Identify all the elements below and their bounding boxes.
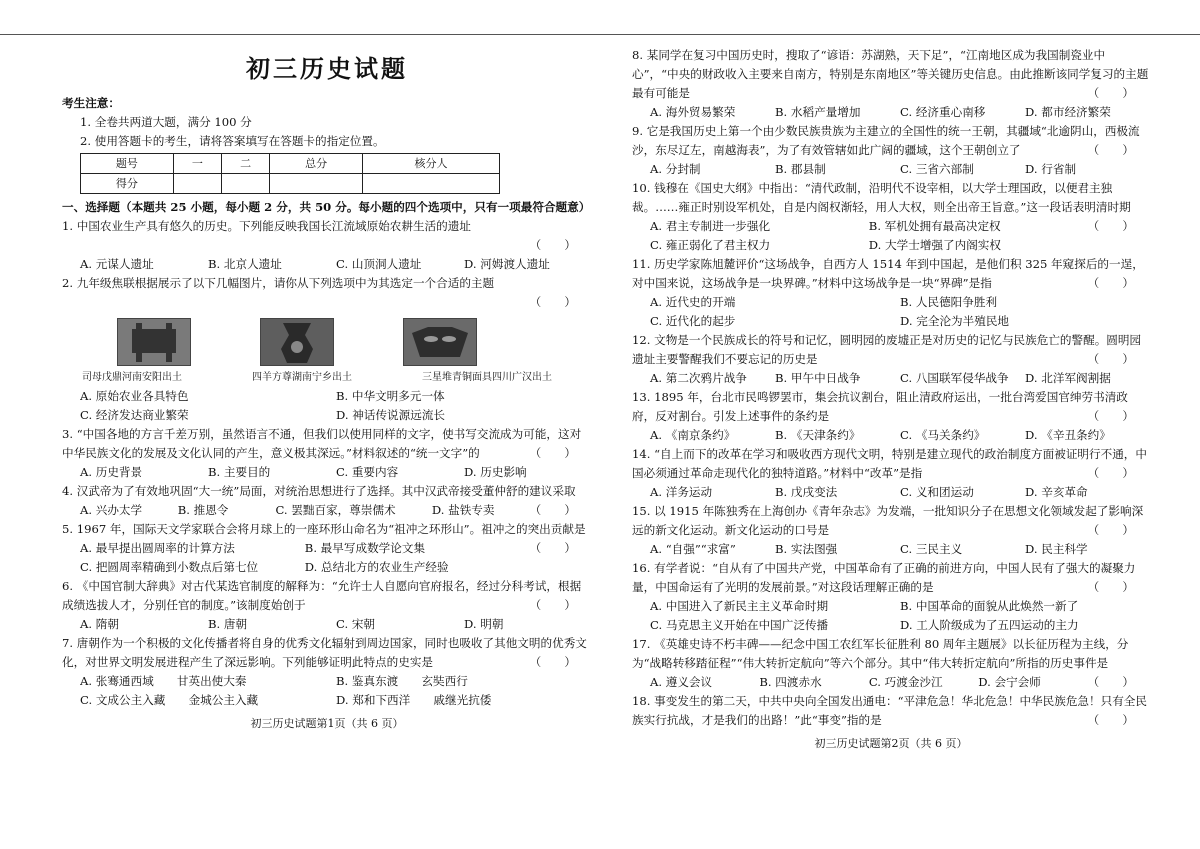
- question-14-options: [632, 483, 1150, 502]
- question-10-options: [632, 217, 1088, 255]
- question-8-options: [632, 103, 1150, 122]
- question-text: 6. 《中国官制大辞典》对古代某选官制度的解释为：“允许士人自愿向官府报名，经过分科考试，根据成绩选拔人才，分别任官的制度。”该制度始创于: [62, 579, 582, 612]
- question-6-options: [62, 615, 592, 634]
- score-table: [80, 153, 500, 194]
- option-b: B. 《天津条约》: [775, 428, 861, 442]
- question-4-options: [62, 501, 530, 520]
- option-d: D. 神话传说源远流长: [336, 408, 446, 422]
- question-3-options: [62, 463, 592, 482]
- question-text: 14. “自上而下的改革在学习和吸收西方现代文明，特别是建立现代的政治制度方面被证明行不通，中国必须通过革命走现代化的独特道路。”材料中“改革”是指: [632, 447, 1147, 480]
- option-b: B. 中国革命的面貌从此焕然一新了: [900, 599, 1079, 613]
- note-1: 1. 全卷共两道大题，满分 100 分: [80, 115, 252, 129]
- four-ram-zun-photo: [260, 318, 334, 366]
- option-d: D. 北洋军阀割据: [1025, 371, 1111, 385]
- question-2-captions: [82, 368, 552, 387]
- option-b: B. 实法图强: [775, 542, 838, 556]
- answer-blank: （ ）: [1087, 219, 1134, 233]
- option-a: A. “自强”“求富”: [650, 542, 736, 556]
- question-text: 1. 中国农业生产具有悠久的历史。下列能反映我国长江流域原始农耕生活的遗址: [62, 219, 471, 233]
- answer-blank: （ ）: [529, 655, 576, 669]
- option-c: C. 把圆周率精确到小数点后第七位: [80, 560, 259, 574]
- option-d: D. 盐铁专卖: [431, 503, 495, 517]
- option-d: D. 历史影响: [464, 465, 527, 479]
- score-header-checker: 核分人: [363, 154, 500, 174]
- score-header-no: 题号: [81, 154, 174, 174]
- answer-blank: （ ）: [1087, 352, 1134, 366]
- answer-blank: （ ）: [1087, 713, 1134, 727]
- option-d: D. 完全沦为半殖民地: [900, 314, 1010, 328]
- question-13-options: [632, 426, 1150, 445]
- question-text: 9. 它是我国历史上第一个由少数民族贵族为主建立的全国性的统一王朝，其疆域“北逾阴山，西极流沙，东尽辽左，南越海表”，为了有效管辖如此广阔的疆域，这个王朝创立了: [632, 124, 1140, 157]
- answer-blank: （ ）: [1087, 86, 1134, 100]
- question-2: [62, 274, 592, 293]
- option-d: D. 民主科学: [1025, 542, 1088, 556]
- question-5-options: [62, 539, 530, 577]
- option-a: A. 遵义会议: [650, 675, 713, 689]
- question-9: [632, 122, 1150, 160]
- page-footer: 初三历史试题第1页（共 6 页）: [250, 717, 404, 730]
- answer-blank: （ ）: [529, 238, 576, 252]
- option-c: C. 罢黜百家，尊崇儒术: [275, 503, 396, 517]
- score-cell: [173, 174, 221, 194]
- answer-blank: （ ）: [1087, 580, 1134, 594]
- question-12: [632, 331, 1150, 369]
- option-b: B. 郡县制: [775, 162, 826, 176]
- question-11: [632, 255, 1150, 293]
- question-16-options: [632, 597, 1150, 635]
- question-text: 17. 《英雄史诗不朽丰碑——纪念中国工农红军长征胜利 80 周年主题展》以长征历程为主线，分为“战略转移踏征程”“伟大转折定航向”等六个部分。其中“伟大转折定航向”所指的历史事件是: [632, 637, 1129, 670]
- question-7: [62, 634, 592, 672]
- answer-blank: （ ）: [1087, 143, 1134, 157]
- score-row-label: 得分: [81, 174, 174, 194]
- answer-blank-row: [62, 236, 592, 255]
- question-text: 13. 1895 年，台北市民鸣锣罢市，集会抗议割台，阻止清政府运出，一批台湾爱国官绅劳书清政府，反对割台。引发上述事件的条约是: [632, 390, 1128, 423]
- option-a: A. 最早提出圆周率的计算方法: [80, 541, 235, 555]
- score-header-1: 一: [173, 154, 221, 174]
- option-c: C. 经济重心南移: [900, 105, 986, 119]
- question-16: [632, 559, 1150, 597]
- option-a: A. 分封制: [650, 162, 701, 176]
- question-text: 3. “中国各地的方言千差万别，虽然语言不通，但我们以使用同样的文字，使书写交流成为可能，这对中华民族文化的发展及文化认同的产生，意义极其深远。”材料叙述的“统一文字”的: [62, 427, 582, 460]
- note-2: 2. 使用答题卡的考生，请将答案填写在答题卡的指定位置。: [80, 134, 385, 148]
- question-text: 16. 有学者说：“自从有了中国共产党，中国革命有了正确的前进方向，中国人民有了强大的凝聚力量，中国命运有了光明的发展前景。”对这段话理解正确的是: [632, 561, 1136, 594]
- option-d: D. 工人阶级成为了五四运动的主力: [900, 618, 1079, 632]
- option-b: B. 戊戌变法: [775, 485, 838, 499]
- question-7-options: [62, 672, 592, 710]
- option-c: C. 三省六部制: [900, 162, 974, 176]
- answer-blank: （ ）: [1087, 276, 1134, 290]
- option-a: A. 近代史的开端: [650, 295, 736, 309]
- question-text: 11. 历史学家陈旭麓评价“这场战争，自西方人 1514 年到中国起，是他们积 325 年窥探后的一逞，对中国来说，这场战争是一块界碑。”材料中这场战争是一块“界碑”是指: [632, 257, 1144, 290]
- option-d: D. 都市经济繁荣: [1025, 105, 1111, 119]
- score-cell: [222, 174, 270, 194]
- option-b: B. 军机处拥有最高决定权: [868, 219, 1001, 233]
- option-c: C. 山顶洞人遗址: [336, 257, 422, 271]
- option-c: C. 八国联军侵华战争: [900, 371, 1009, 385]
- option-a: A. 洋务运动: [650, 485, 713, 499]
- option-b: B. 北京人遗址: [208, 257, 282, 271]
- option-b: B. 主要目的: [208, 465, 271, 479]
- question-11-options: [632, 293, 1150, 331]
- option-a: A. 中国进入了新民主主义革命时期: [650, 599, 829, 613]
- option-d: D. 郑和下西洋 戚继光抗倭: [336, 693, 492, 707]
- option-a: A. 第二次鸦片战争: [650, 371, 747, 385]
- option-d: D. 辛亥革命: [1025, 485, 1088, 499]
- option-c: C. 巧渡金沙江: [868, 675, 943, 689]
- question-17-options: [632, 673, 1088, 692]
- image-caption: 四羊方尊湖南宁乡出土: [252, 372, 352, 383]
- page-footer: 初三历史试题第2页（共 6 页）: [814, 737, 968, 750]
- option-c: C. 三民主义: [900, 542, 963, 556]
- option-a: A. 元谋人遗址: [80, 257, 154, 271]
- option-a: A. 历史背景: [80, 465, 143, 479]
- answer-blank: （ ）: [1087, 466, 1134, 480]
- option-a: A. 隋朝: [80, 617, 119, 631]
- option-c: C. 义和团运动: [900, 485, 974, 499]
- question-15-options: [632, 540, 1150, 559]
- option-a: A. 兴办太学: [80, 503, 143, 517]
- option-d: D. 河姆渡人遗址: [464, 257, 550, 271]
- question-9-options: [632, 160, 1150, 179]
- answer-blank: （ ）: [529, 503, 576, 517]
- question-12-options: [632, 369, 1150, 388]
- option-b: B. 最早写成数学论文集: [304, 541, 426, 555]
- question-text: 2. 九年级焦联根据展示了以下几幅图片，请你从下列选项中为其选定一个合适的主题: [62, 276, 495, 290]
- question-6: [62, 577, 592, 615]
- question-text: 12. 文物是一个民族成长的符号和记忆，圆明园的废墟正是对历史的记忆与民族危亡的警醒。圆明园遗址主要警醒我们不要忘记的历史是: [632, 333, 1142, 366]
- question-1-options: [62, 255, 592, 274]
- option-c: C. 经济发达商业繁荣: [80, 408, 189, 422]
- option-b: B. 唐朝: [208, 617, 248, 631]
- answer-blank: （ ）: [1087, 675, 1134, 689]
- option-a: A. 《南京条约》: [650, 428, 736, 442]
- answer-blank: （ ）: [1087, 409, 1134, 423]
- question-text: 15. 以 1915 年陈独秀在上海创办《青年杂志》为发端，一批知识分子在思想文化领域发起了影响深远的新文化运动。新文化运动的口号是: [632, 504, 1144, 537]
- option-c: C. 重要内容: [336, 465, 399, 479]
- option-b: B. 中华文明多元一体: [336, 389, 445, 403]
- question-8: [632, 46, 1150, 103]
- question-3: [62, 425, 592, 463]
- option-d: D. 会宁会师: [978, 675, 1041, 689]
- bronze-mask-photo: [403, 318, 477, 366]
- option-d: D. 明朝: [464, 617, 504, 631]
- question-15: [632, 502, 1150, 540]
- score-cell: [270, 174, 363, 194]
- top-border-line: [0, 34, 1200, 35]
- option-c: C. 《马关条约》: [900, 428, 986, 442]
- question-2-images: [82, 318, 512, 366]
- question-13: [632, 388, 1150, 426]
- option-d: D. 总结北方的农业生产经验: [304, 560, 449, 574]
- option-c: C. 马克思主义开始在中国广泛传播: [650, 618, 829, 632]
- option-a: A. 原始农业各具特色: [80, 389, 189, 403]
- answer-blank-row: [62, 293, 592, 312]
- right-page: [632, 46, 1150, 753]
- score-header-2: 二: [222, 154, 270, 174]
- option-c: C. 近代化的起步: [650, 314, 736, 328]
- option-c: C. 雍正弱化了君主权力: [650, 238, 771, 252]
- image-caption: 三星堆青铜面具四川广汉出土: [422, 372, 552, 383]
- answer-blank: （ ）: [529, 295, 576, 309]
- question-2-options: [62, 387, 592, 425]
- question-text: 4. 汉武帝为了有效地巩固“大一统”局面，对统治思想进行了选择。其中汉武帝接受董仲舒的建议采取: [62, 484, 576, 498]
- score-header-total: 总分: [270, 154, 363, 174]
- question-text: 7. 唐朝作为一个积极的文化传播者将自身的优秀文化辐射到周边国家，同时也吸收了其他文明的优秀文化，对世界文明发展进程产生了深远影响。下列能够证明此特点的史实是: [62, 636, 587, 669]
- option-c: C. 文成公主入藏 金城公主入藏: [80, 693, 259, 707]
- question-18: [632, 692, 1150, 730]
- option-a: A. 君主专制进一步强化: [650, 219, 771, 233]
- question-14: [632, 445, 1150, 483]
- option-a: A. 张骞通西域 甘英出使大秦: [80, 674, 247, 688]
- option-b: B. 人民德阳争胜利: [900, 295, 998, 309]
- question-1: [62, 217, 592, 236]
- option-b: B. 鉴真东渡 玄奘西行: [336, 674, 468, 688]
- question-text: 10. 钱穆在《国史大纲》中指出：“清代政制，沿明代不设宰相，以大学士理国政，以便君主独裁。……雍正时别设军机处，自是内阁权渐轻，用人大权，则全出帝王旨意。”这一段话表明清时期: [632, 181, 1131, 214]
- option-d: D. 《辛丑条约》: [1025, 428, 1111, 442]
- option-b: B. 甲午中日战争: [775, 371, 861, 385]
- answer-blank: （ ）: [529, 541, 576, 555]
- answer-blank: （ ）: [529, 446, 576, 460]
- score-cell: [363, 174, 500, 194]
- option-c: C. 宋朝: [336, 617, 376, 631]
- bronze-ding-photo: [117, 318, 191, 366]
- question-text: 8. 某同学在复习中国历史时，搜取了“谚语：苏湖熟，天下足”，“江南地区成为我国制瓷业中心”，“中央的财政收入主要来自南方，特别是东南地区”等关键历史信息。由此推断该同学复习的主题最有可能是: [632, 48, 1149, 100]
- option-b: B. 四渡赤水: [759, 675, 822, 689]
- notes-heading: 考生注意：: [62, 96, 120, 110]
- exam-title: 初三历史试题: [246, 54, 408, 83]
- option-d: D. 行省制: [1025, 162, 1077, 176]
- answer-blank: （ ）: [1087, 523, 1134, 537]
- left-page: [62, 46, 592, 733]
- option-b: B. 推恩令: [177, 503, 229, 517]
- image-caption: 司母戊鼎河南安阳出土: [82, 372, 182, 383]
- option-d: D. 大学士增强了内阁实权: [868, 238, 1001, 252]
- section-1-heading: 一、选择题（本题共 25 小题，每小题 2 分，共 50 分。每小题的四个选项中，只有一项最符合题意）: [62, 200, 591, 214]
- answer-blank: （ ）: [529, 598, 576, 612]
- question-text: 18. 事变发生的第二天，中共中央向全国发出通电：“平津危急！华北危急！中华民族危急！只有全民族实行抗战，才是我们的出路！”此“事变”指的是: [632, 694, 1147, 727]
- option-a: A. 海外贸易繁荣: [650, 105, 736, 119]
- option-b: B. 水稻产量增加: [775, 105, 861, 119]
- question-text: 5. 1967 年，国际天文学家联合会将月球上的一座环形山命名为“祖冲之环形山”。祖冲之的突出贡献是: [62, 522, 586, 536]
